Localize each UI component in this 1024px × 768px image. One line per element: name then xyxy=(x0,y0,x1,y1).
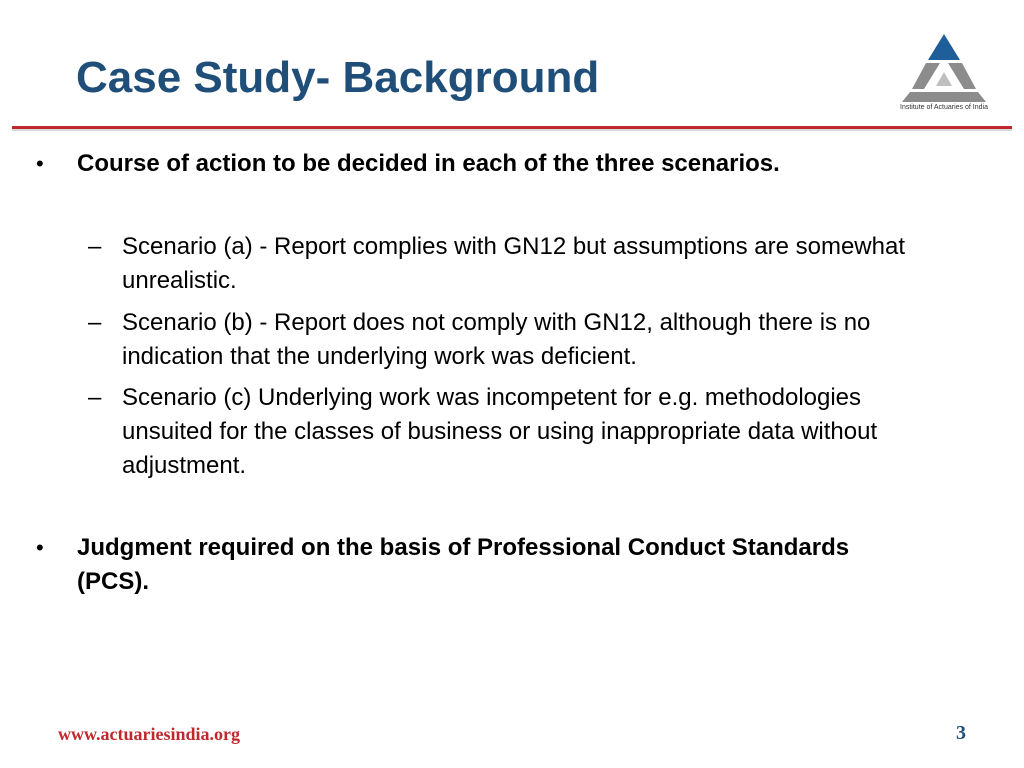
bullet-text: Judgment required on the basis of Professional Conduct Standards (PCS). xyxy=(77,534,850,595)
bullet-text: Course of action to be decided in each of the three scenarios. xyxy=(77,150,780,177)
logo-caption: Institute of Actuaries of India xyxy=(900,104,988,111)
page-number: 3 xyxy=(956,722,966,744)
bullet-marker: • xyxy=(36,151,44,176)
sub-item-marker: – xyxy=(88,233,102,260)
sub-item-text: Scenario (b) - Report does not comply with GN12, although there is no indication that the underlying work was deficient. xyxy=(122,309,871,370)
sub-item-marker: – xyxy=(88,309,102,336)
bullet-marker: • xyxy=(36,535,44,560)
footer-website-link[interactable]: www.actuariesindia.org xyxy=(58,724,240,744)
sub-item-text: Scenario (c) Underlying work was incompetent for e.g. methodologies unsuited for the classes of business or using inappropriate data without adjustment. xyxy=(122,384,878,479)
sub-item-marker: – xyxy=(88,384,102,411)
sub-item-text: Scenario (a) - Report complies with GN12 but assumptions are somewhat unrealistic. xyxy=(122,233,905,294)
slide-title: Case Study- Background xyxy=(76,53,600,102)
